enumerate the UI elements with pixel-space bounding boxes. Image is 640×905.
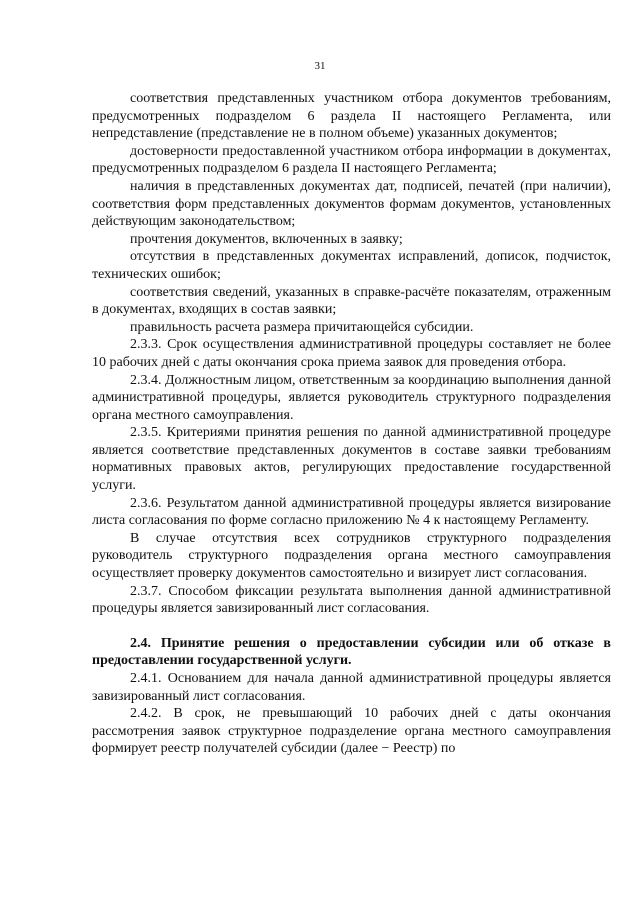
paragraph: 2.3.6. Результатом данной административной процедуры является визирование листа согласования по форме согласно приложению № 4 к настоящему Регламенту. xyxy=(92,495,611,529)
paragraph: 2.4.1. Основанием для начала данной административной процедуры является завизированный лист согласования. xyxy=(92,671,611,704)
page-number: 31 xyxy=(314,60,326,72)
paragraph: соответствия представленных участником отбора документов требованиям, предусмотренных подразделом 6 раздела II настоящего Регламента, или непредставление (представление не в полном объеме) указанных документов; xyxy=(92,91,611,142)
paragraph: 2.3.7. Способом фиксации результата выполнения данной административной процедуры является завизированный лист согласования. xyxy=(92,583,611,617)
paragraph: 2.3.4. Должностным лицом, ответственным за координацию выполнения данной административной процедуры, является руководитель структурного подразделения органа местного самоуправления. xyxy=(92,372,611,423)
paragraph: достоверности предоставленной участником отбора информации в документах, предусмотренных подразделом 6 раздела II настоящего Регламента; xyxy=(92,143,611,177)
document-body xyxy=(92,90,611,758)
paragraph: 2.4.2. В срок, не превышающий 10 рабочих дней с даты окончания рассмотрения заявок структурное подразделение органа местного самоуправления формирует реестр получателей субсидии (далее − Реестр) по xyxy=(92,706,611,757)
paragraph: 2.3.3. Срок осуществления административной процедуры составляет не более 10 рабочих дней с даты окончания срока приема заявок для проведения отбора. xyxy=(92,337,611,370)
section-heading: 2.4. Принятие решения о предоставлении субсидии или об отказе в предоставлении государственной услуги. xyxy=(92,635,611,669)
paragraph: 2.3.5. Критериями принятия решения по данной административной процедуре является соответствие представленных документов в составе заявки требованиям нормативных правовых актов, регулирующих предоставление государственной услуги. xyxy=(92,425,611,494)
paragraph: правильность расчета размера причитающейся субсидии. xyxy=(130,319,474,335)
paragraph: прочтения документов, включенных в заявку; xyxy=(130,231,403,247)
paragraph: наличия в представленных документах дат, подписей, печатей (при наличии), соответствия форм представленных документов формам документов, установленных действующим законодательством; xyxy=(92,178,611,230)
paragraph: В случае отсутствия всех сотрудников структурного подразделения руководитель структурного подразделения органа местного самоуправления осуществляет проверку документов самостоятельно и визирует лист согласования. xyxy=(92,530,611,582)
paragraph: отсутствия в представленных документах исправлений, дописок, подчисток, технических ошибок; xyxy=(92,249,611,282)
paragraph: соответствия сведений, указанных в справке-расчёте показателям, отраженным в документах, входящих в состав заявки; xyxy=(92,284,611,318)
